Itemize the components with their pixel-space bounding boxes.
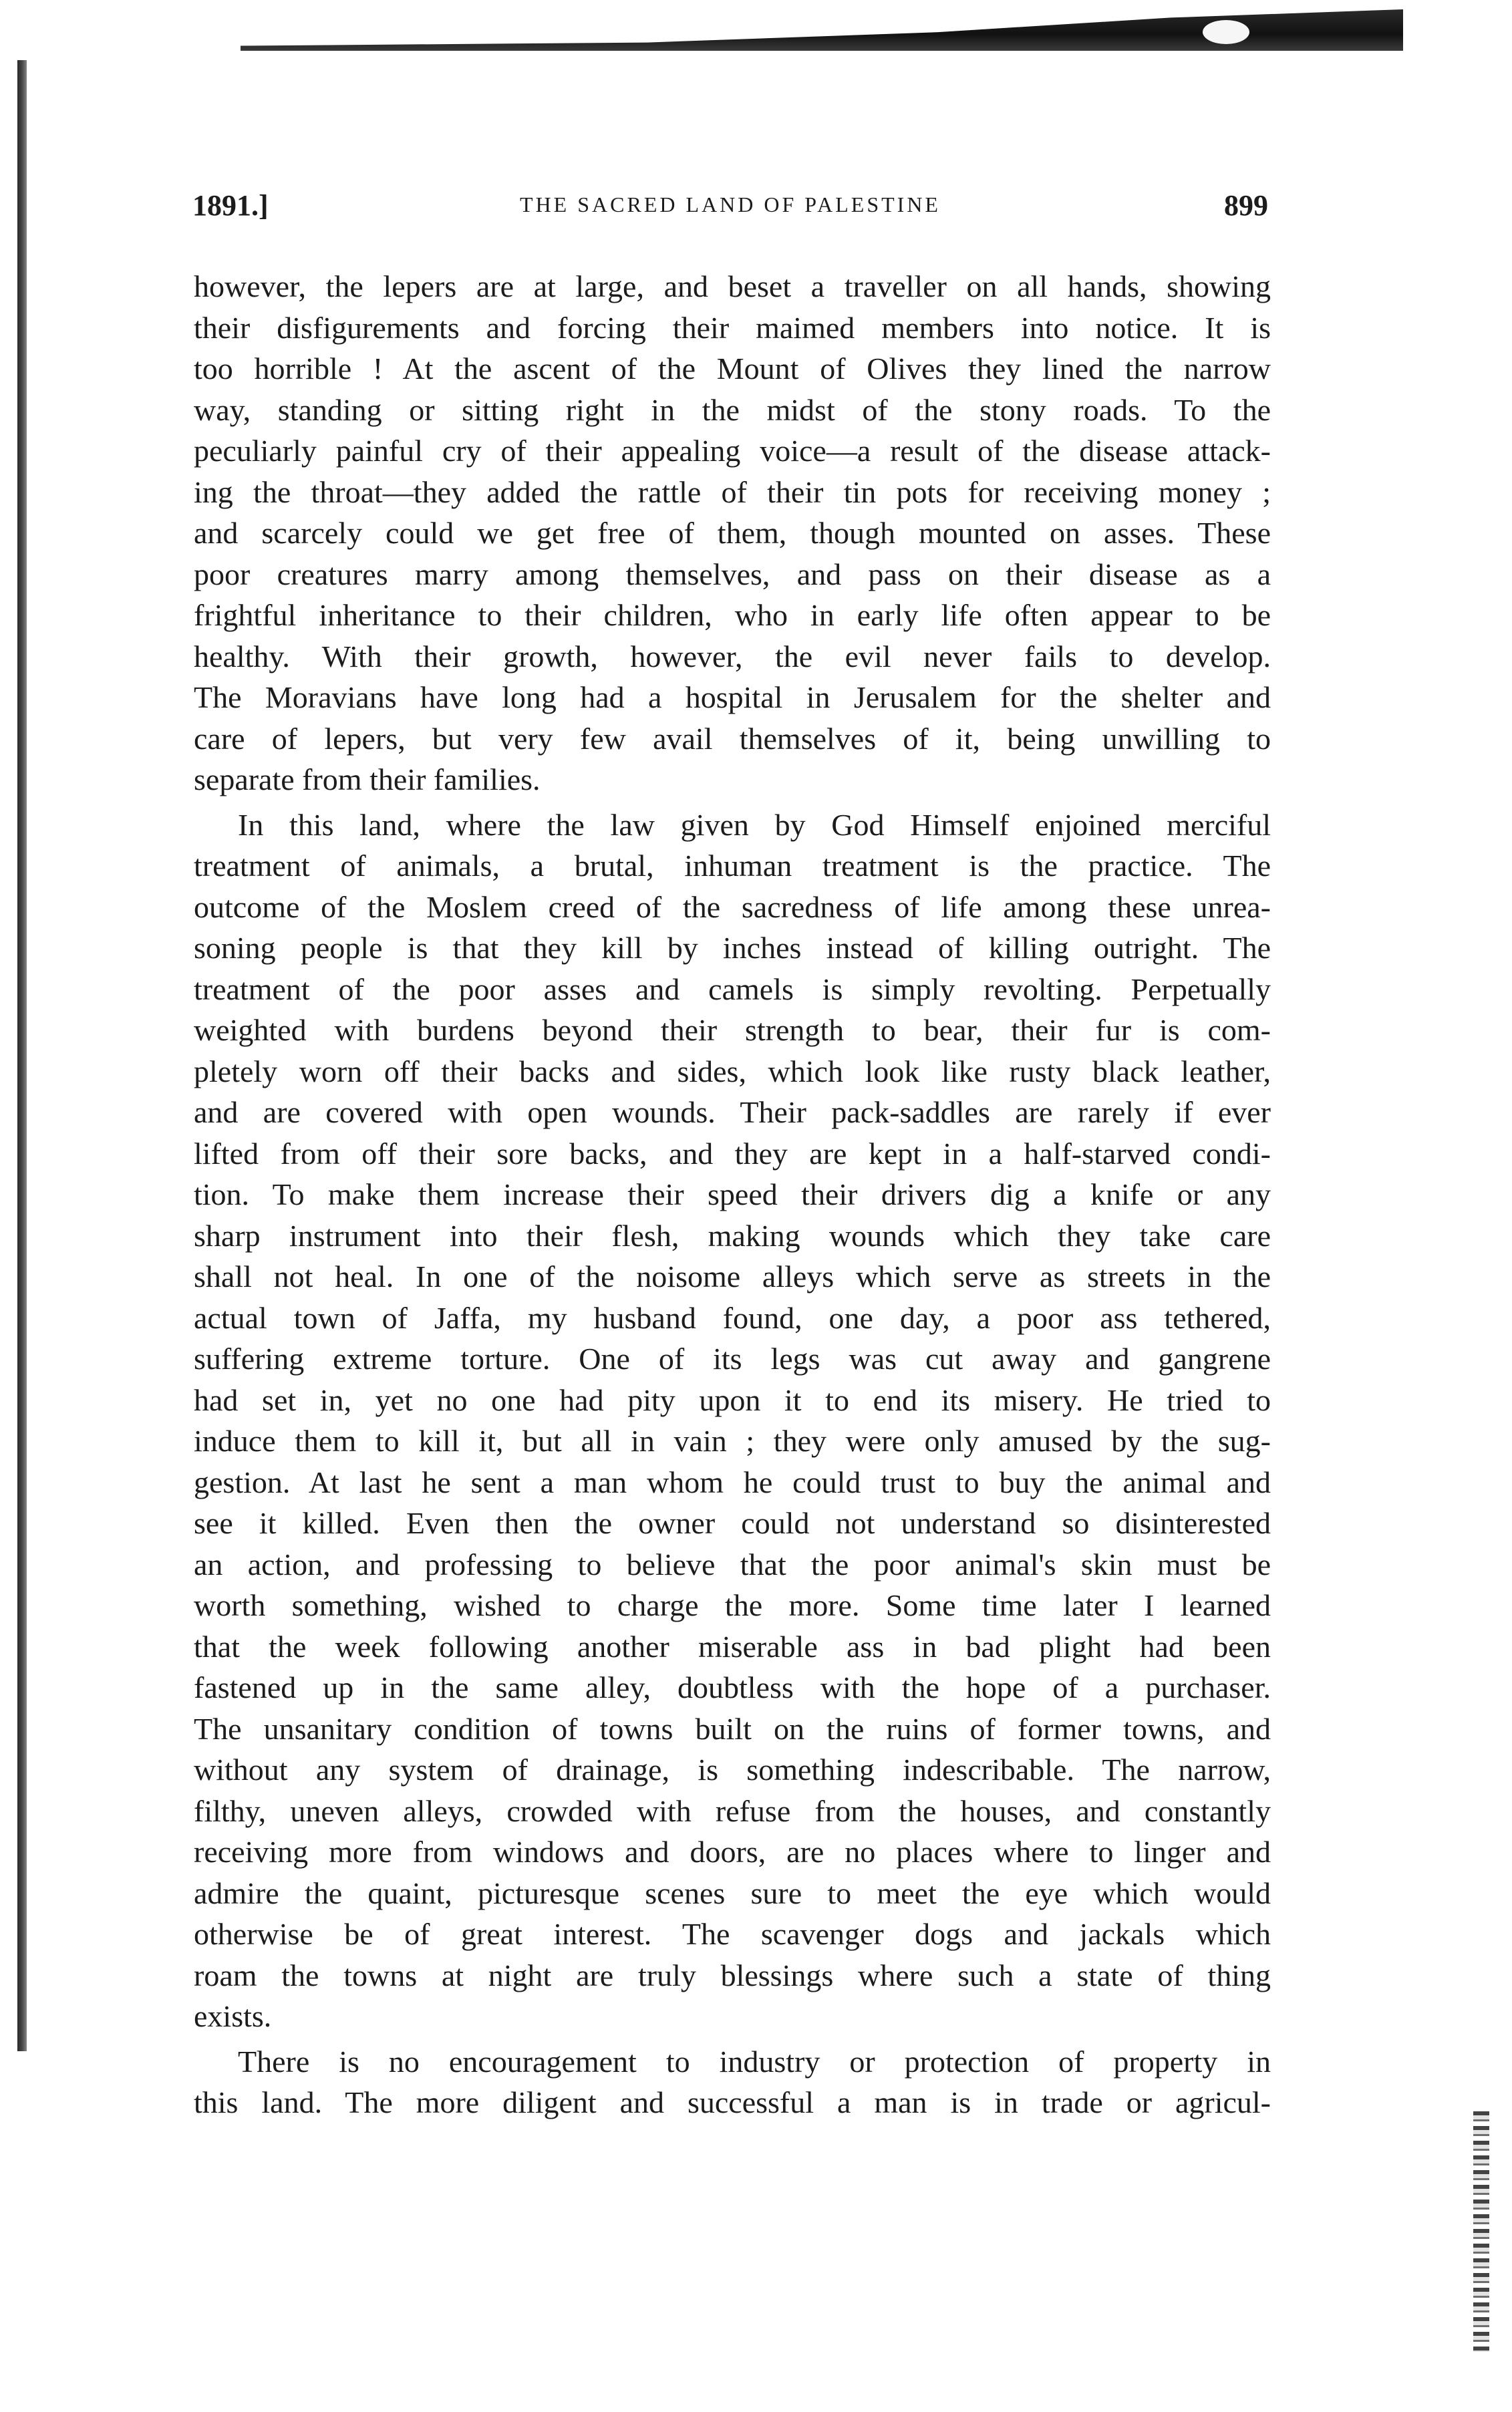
text-line: actual town of Jaffa, my husband found, one day, a poor ass tethered,	[194, 1300, 1271, 1335]
text-line: admire the quaint, picturesque scenes sure to meet the eye which would	[194, 1875, 1271, 1910]
text-line: tion. To make them increase their speed their drivers dig a knife or any	[194, 1177, 1271, 1211]
text-line: receiving more from windows and doors, are no places where to linger and	[194, 1835, 1271, 1869]
text-line: treatment of animals, a brutal, inhuman treatment is the practice. The	[194, 849, 1271, 883]
page-number: 899	[1224, 189, 1268, 222]
paragraph-2	[194, 804, 1271, 2037]
text-line: outcome of the Moslem creed of the sacredness of life among these unrea-	[194, 889, 1271, 924]
text-line: filthy, uneven alleys, crowded with refuse from the houses, and constantly	[194, 1793, 1271, 1828]
text-line: shall not heal. In one of the noisome alleys which serve as streets in the	[194, 1259, 1271, 1294]
text-line: this land. The more diligent and successful a man is in trade or agricul-	[194, 2085, 1271, 2119]
text-line: ing the throat—they added the rattle of their tin pots for receiving money ;	[194, 474, 1271, 509]
paragraph-3	[194, 2041, 1271, 2123]
text-line: and are covered with open wounds. Their pack-saddles are rarely if ever	[194, 1095, 1271, 1129]
text-line: exists.	[194, 1999, 272, 2033]
text-line: roam the towns at night are truly blessings where such a state of thing	[194, 1958, 1271, 1992]
text-line: however, the lepers are at large, and beset a traveller on all hands, showing	[194, 269, 1271, 303]
running-head	[192, 188, 1268, 235]
text-line: The Moravians have long had a hospital in Jerusalem for the shelter and	[194, 680, 1271, 714]
scan-speckle-right	[1473, 2111, 1489, 2352]
text-line: lifted from off their sore backs, and they are kept in a half-starved condi-	[194, 1136, 1271, 1171]
text-line: healthy. With their growth, however, the evil never fails to develop.	[194, 639, 1271, 673]
text-line: In this land, where the law given by God Himself enjoined merciful	[238, 807, 1271, 842]
text-line: that the week following another miserable ass in bad plight had been	[194, 1629, 1271, 1664]
text-line: The unsanitary condition of towns built on the ruins of former towns, and	[194, 1711, 1271, 1746]
running-head-title: THE SACRED LAND OF PALESTINE	[520, 192, 941, 216]
text-line: treatment of the poor asses and camels is simply revolting. Perpetually	[194, 971, 1271, 1006]
text-line: induce them to kill it, but all in vain ; they were only amused by the sug-	[194, 1424, 1271, 1458]
text-line: their disfigurements and forcing their maimed members into notice. It is	[194, 310, 1271, 345]
text-line: had set in, yet no one had pity upon it to end its misery. He tried to	[194, 1382, 1271, 1417]
body-text	[194, 266, 1271, 2123]
text-line: without any system of drainage, is something indescribable. The narrow,	[194, 1753, 1271, 1787]
text-line: an action, and professing to believe that the poor animal's skin must be	[194, 1547, 1271, 1581]
text-line: gestion. At last he sent a man whom he could trust to buy the animal and	[194, 1465, 1271, 1499]
text-line: see it killed. Even then the owner could not understand so disinterested	[194, 1506, 1271, 1540]
text-line: soning people is that they kill by inches instead of killing outright. The	[194, 931, 1271, 965]
text-line: peculiarly painful cry of their appealing voice—a result of the disease attack-	[194, 434, 1271, 468]
running-head-year: 1891.]	[192, 189, 269, 222]
text-line: sharp instrument into their flesh, making wounds which they take care	[194, 1218, 1271, 1253]
text-line: suffering extreme torture. One of its legs was cut away and gangrene	[194, 1342, 1271, 1376]
text-line: pletely worn off their backs and sides, which look like rusty black leather,	[194, 1054, 1271, 1088]
scan-blot	[1203, 20, 1249, 44]
text-line: way, standing or sitting right in the midst of the stony roads. To the	[194, 392, 1271, 427]
text-line: too horrible ! At the ascent of the Mount of Olives they lined the narrow	[194, 351, 1271, 386]
text-line: care of lepers, but very few avail themselves of it, being unwilling to	[194, 721, 1271, 756]
paragraph-1	[194, 266, 1271, 800]
text-line: There is no encouragement to industry or protection of property in	[238, 2044, 1271, 2079]
text-line: fastened up in the same alley, doubtless with the hope of a purchaser.	[194, 1670, 1271, 1704]
text-line: frightful inheritance to their children, who in early life often appear to be	[194, 598, 1271, 632]
text-line: separate from their families.	[194, 762, 541, 796]
text-line: otherwise be of great interest. The scavenger dogs and jackals which	[194, 1917, 1271, 1951]
text-line: worth something, wished to charge the more. Some time later I learned	[194, 1588, 1271, 1622]
text-line: poor creatures marry among themselves, and pass on their disease as a	[194, 557, 1271, 591]
text-line: and scarcely could we get free of them, though mounted on asses. These	[194, 516, 1271, 550]
text-line: weighted with burdens beyond their strength to bear, their fur is com-	[194, 1013, 1271, 1047]
scan-edge-left	[17, 60, 27, 2051]
